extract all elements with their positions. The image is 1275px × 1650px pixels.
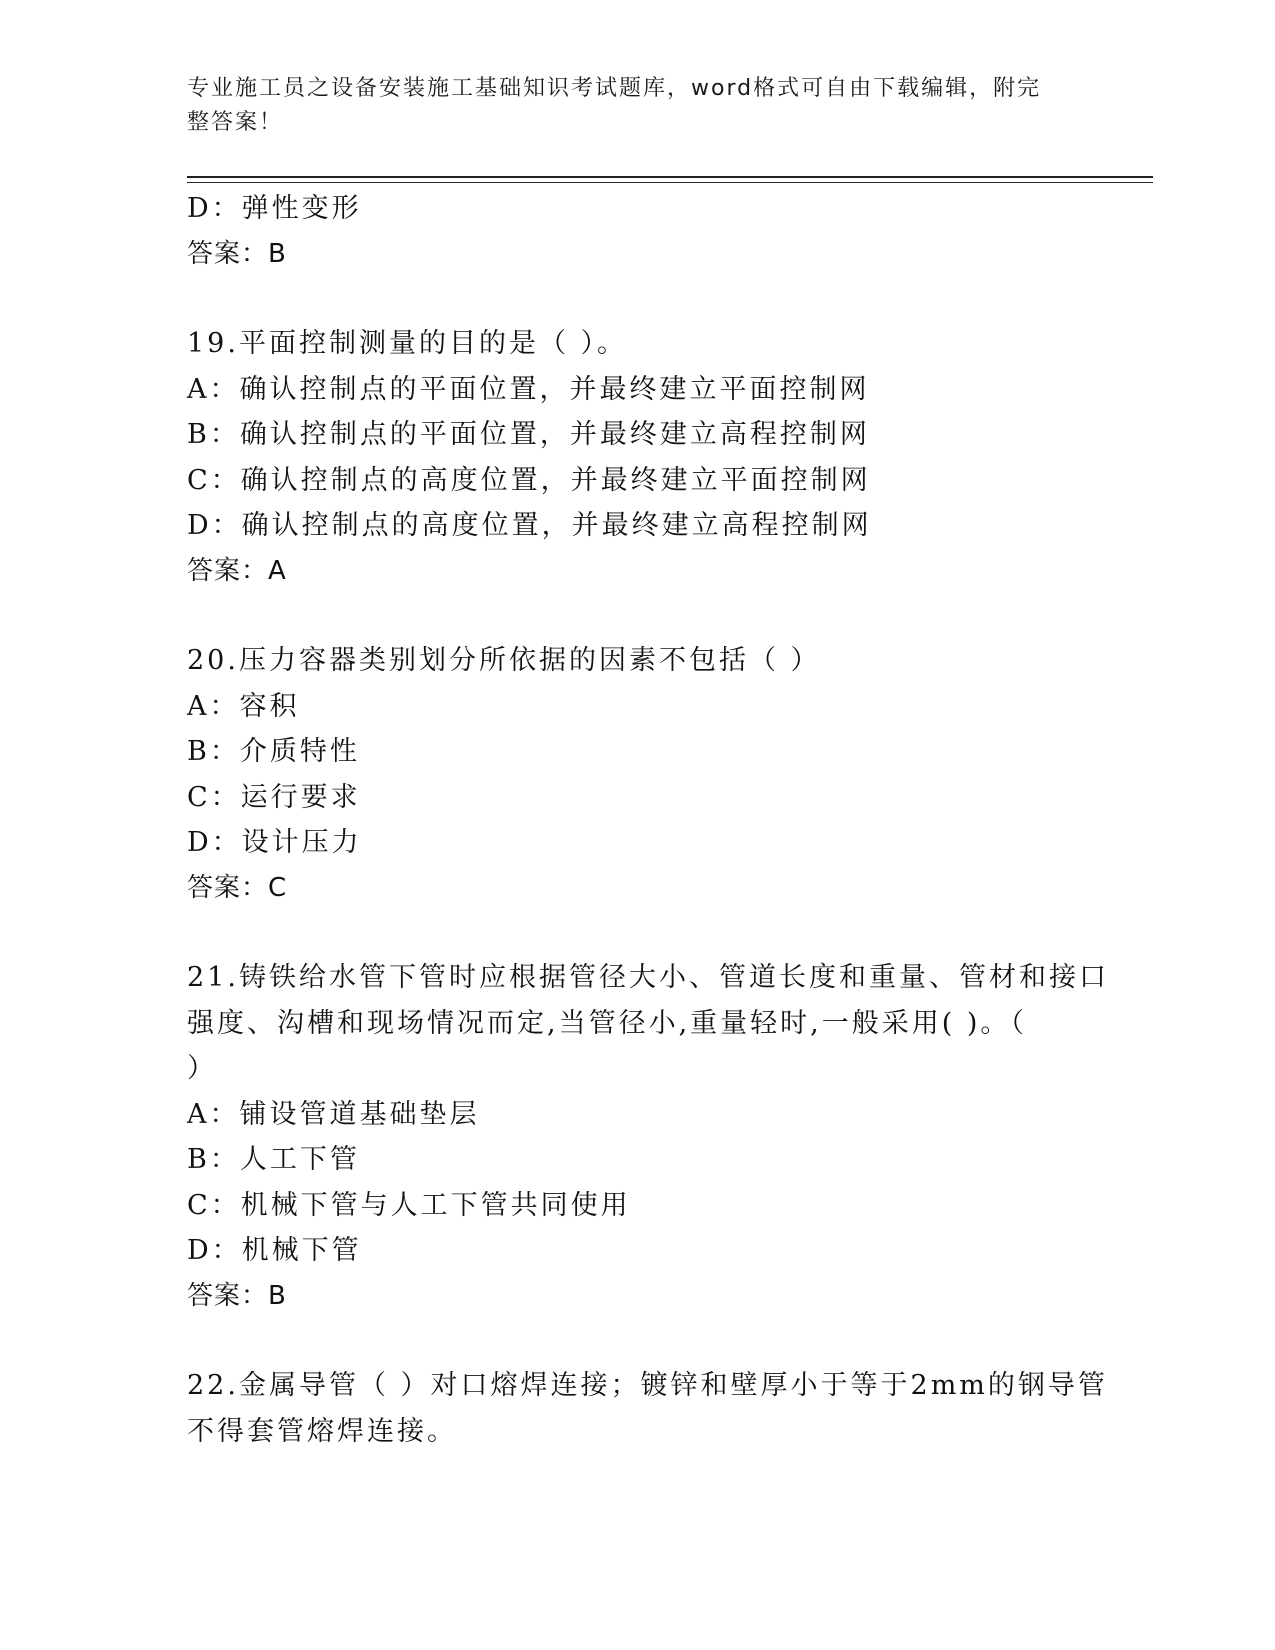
header-divider (187, 176, 1153, 178)
question-19-option-b: B：确认控制点的平面位置，并最终建立高程控制网 (187, 419, 870, 450)
question-content (187, 186, 1109, 1454)
question-19-option-a: A：确认控制点的平面位置，并最终建立平面控制网 (187, 373, 870, 405)
question-21-stem-line-1: 21.铸铁给水管下管时应根据管径大小、管道长度和重量、管材和接口 (187, 962, 1109, 993)
header-divider-thin (187, 182, 1153, 183)
question-21-stem-line-2: 强度、沟槽和现场情况而定,当管径小,重量轻时,一般采用( )。（ (187, 1007, 1027, 1039)
question-22-stem-line-1: 22.金属导管（ ）对口熔焊连接；镀锌和壁厚小于等于2mm的钢导管 (187, 1370, 1108, 1401)
question-21-option-a: A：铺设管道基础垫层 (187, 1098, 480, 1130)
header-line-1: 专业施工员之设备安装施工基础知识考试题库，word格式可自由下载编辑，附完 (187, 76, 1042, 101)
spacer (187, 1319, 1087, 1363)
question-20-stem: 20.压力容器类别划分所依据的因素不包括（ ） (187, 645, 821, 676)
question-20-option-b: B：介质特性 (187, 736, 360, 767)
previous-question-answer: 答案：B (187, 238, 287, 269)
header-line-2: 整答案！ (187, 110, 284, 135)
question-22-stem-line-2: 不得套管熔焊连接。 (187, 1415, 457, 1447)
question-19-answer: 答案：A (187, 555, 287, 586)
question-21-option-b: B：人工下管 (187, 1144, 360, 1175)
spacer (187, 277, 1087, 321)
question-20-option-d: D：设计压力 (187, 827, 362, 858)
document-header (187, 72, 1067, 140)
question-21-stem-line-3: ） (187, 1053, 217, 1084)
spacer (187, 594, 1087, 638)
question-19-option-c: C：确认控制点的高度位置，并最终建立平面控制网 (187, 464, 871, 496)
question-19-option-d: D：确认控制点的高度位置，并最终建立高程控制网 (187, 510, 872, 541)
question-20-option-a: A：容积 (187, 690, 300, 722)
question-20-answer: 答案：C (187, 872, 288, 903)
question-21 (187, 955, 1109, 1319)
question-20-option-c: C：运行要求 (187, 781, 361, 813)
spacer (187, 911, 1087, 955)
question-22 (187, 1363, 1108, 1454)
question-21-option-d: D：机械下管 (187, 1235, 362, 1266)
question-21-answer: 答案：B (187, 1280, 287, 1311)
question-19 (187, 321, 1087, 594)
previous-question-option-d: D：弹性变形 (187, 193, 362, 224)
question-19-stem: 19.平面控制测量的目的是（ ）。 (187, 328, 628, 359)
question-21-option-c: C：机械下管与人工下管共同使用 (187, 1189, 631, 1221)
question-20 (187, 638, 1087, 911)
